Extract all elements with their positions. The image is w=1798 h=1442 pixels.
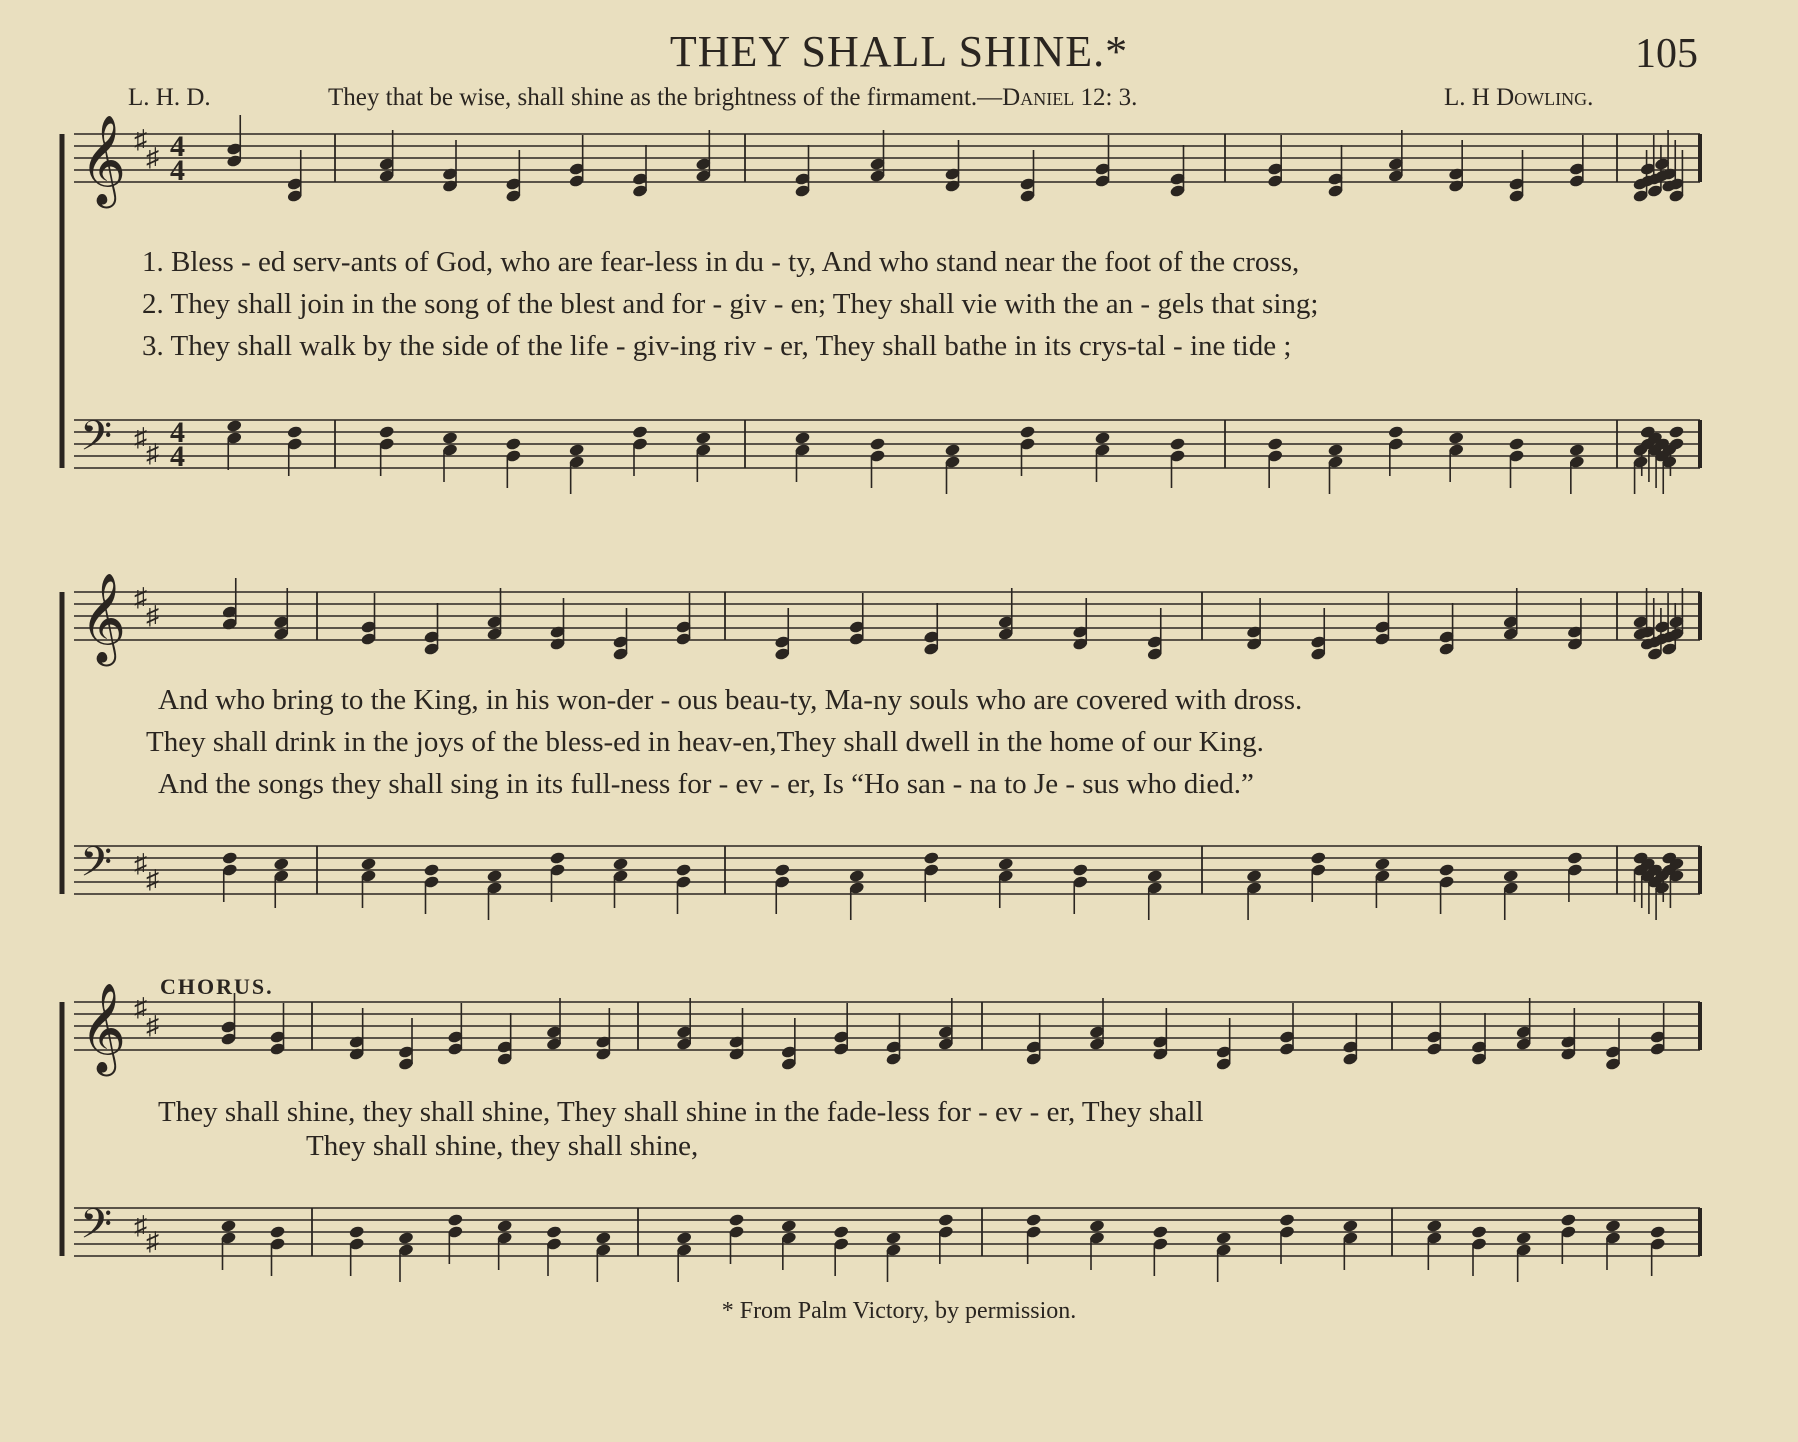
note-head xyxy=(496,1219,513,1233)
treble-clef-icon: 𝄞 xyxy=(80,983,127,1073)
note-head xyxy=(447,1213,464,1227)
sharp-icon: ♯ xyxy=(146,439,159,468)
verse-2-line-1 xyxy=(142,288,1690,321)
verse-3-line-1 xyxy=(142,330,1690,363)
note-head xyxy=(1267,437,1284,451)
note-head xyxy=(1438,863,1455,877)
note-head xyxy=(944,443,961,457)
bass-clef-icon: 𝄢 xyxy=(80,412,113,470)
sharp-icon: ♯ xyxy=(134,423,147,452)
treble-clef-icon: 𝄞 xyxy=(80,115,127,205)
note-head xyxy=(269,1225,286,1239)
note-head xyxy=(1089,1219,1106,1233)
note-head xyxy=(1152,1225,1169,1239)
note-head xyxy=(1310,851,1327,865)
sharp-icon: ♯ xyxy=(134,125,147,154)
sharp-icon: ♯ xyxy=(146,1011,159,1040)
note-head xyxy=(885,1231,902,1245)
note-head xyxy=(1388,425,1405,439)
time-signature-digit: 4 xyxy=(170,154,185,187)
sharp-icon: ♯ xyxy=(134,583,147,612)
note-head xyxy=(595,1231,612,1245)
note-head xyxy=(781,1219,798,1233)
note-head xyxy=(1649,1225,1666,1239)
lyric-text: 3. They shall walk by the side of the life - giv-ing riv - er, They shall bathe in its crys-tal - ine tide ; xyxy=(142,330,1292,362)
lyric-text: 1. Bless - ed serv-ants of God, who are fear-less in du - ty, And who stand near the foot of the cross, xyxy=(142,246,1300,278)
note-head xyxy=(1567,851,1584,865)
time-signature-digit: 4 xyxy=(170,440,185,473)
note-head xyxy=(221,851,238,865)
chorus-label: CHORUS. xyxy=(160,974,274,999)
note-head xyxy=(1072,863,1089,877)
note-head xyxy=(938,1213,955,1227)
sharp-icon: ♯ xyxy=(146,865,159,894)
verse-3-line-2 xyxy=(158,768,1688,801)
note-head xyxy=(695,431,712,445)
note-head xyxy=(1508,437,1525,451)
time-signature-digit: 4 xyxy=(170,416,185,449)
lyric-text: They shall shine, they shall shine, xyxy=(306,1130,699,1162)
note-head xyxy=(1246,869,1263,883)
lyric-text: And who bring to the King, in his won-der - ous beau-ty, Ma-ny souls who are covered with dross. xyxy=(158,684,1303,716)
verse-1-line-1 xyxy=(142,246,1690,279)
epigraph-reference: Daniel 12: 3. xyxy=(1002,84,1138,111)
note-head xyxy=(505,437,522,451)
note-head xyxy=(1025,1213,1042,1227)
note-head xyxy=(1342,1219,1359,1233)
note-head xyxy=(1560,1213,1577,1227)
footnote xyxy=(0,1298,1798,1325)
epigraph-text: They that be wise, shall shine as the brightness of the firmament.— xyxy=(328,84,1003,111)
chorus-line-2 xyxy=(306,1130,698,1163)
note-head xyxy=(1215,1231,1232,1245)
chorus-line-1 xyxy=(158,1096,1698,1129)
note-head xyxy=(1668,425,1685,439)
sharp-icon: ♯ xyxy=(146,1227,159,1256)
note-head xyxy=(1019,425,1036,439)
note-head xyxy=(612,857,629,871)
lyric-text: 2. They shall join in the song of the blest and for - giv - en; They shall vie with the an - gels that sing; xyxy=(142,288,1319,320)
note-head xyxy=(1146,869,1163,883)
verse-1-line-2 xyxy=(158,684,1688,717)
sharp-icon: ♯ xyxy=(134,1211,147,1240)
time-signature-digit: 4 xyxy=(170,130,185,163)
note-head xyxy=(923,851,940,865)
sharp-icon: ♯ xyxy=(134,993,147,1022)
note-head xyxy=(1515,1231,1532,1245)
note-head xyxy=(220,1219,237,1233)
note-head xyxy=(676,1231,693,1245)
bass-clef-icon: 𝄢 xyxy=(80,838,113,896)
note-head xyxy=(1094,431,1111,445)
note-head xyxy=(378,425,395,439)
note-head xyxy=(1471,1225,1488,1239)
note-head xyxy=(226,419,243,433)
treble-clef-icon: 𝄞 xyxy=(80,573,127,663)
note-head xyxy=(273,857,290,871)
note-head xyxy=(546,1225,563,1239)
song-title: THEY SHALL SHINE.* xyxy=(669,27,1129,76)
note-head xyxy=(286,425,303,439)
note-head xyxy=(774,863,791,877)
note-head xyxy=(848,869,865,883)
note-head xyxy=(728,1213,745,1227)
footnote-text: * From Palm Victory, by permission. xyxy=(721,1298,1077,1324)
sharp-icon: ♯ xyxy=(146,143,159,172)
note-head xyxy=(1327,443,1344,457)
note-head xyxy=(486,869,503,883)
note-head xyxy=(360,857,377,871)
bass-clef-icon: 𝄢 xyxy=(80,1200,113,1258)
lyricist-initials: L. H. D. xyxy=(128,84,211,111)
note-head xyxy=(442,431,459,445)
lyric-text: They shall shine, they shall shine, They shall shine in the fade-less for - ev - er, They shall xyxy=(158,1096,1204,1128)
note-head xyxy=(869,437,886,451)
note-head xyxy=(398,1231,415,1245)
sharp-icon: ♯ xyxy=(146,601,159,630)
note-head xyxy=(1569,443,1586,457)
note-head xyxy=(833,1225,850,1239)
note-head xyxy=(1502,869,1519,883)
note-head xyxy=(1448,431,1465,445)
note-head xyxy=(1426,1219,1443,1233)
note-head xyxy=(997,857,1014,871)
note-head xyxy=(675,863,692,877)
note-head xyxy=(549,851,566,865)
lyric-text: And the songs they shall sing in its full-ness for - ev - er, Is “Ho san - na to Je - sus who died.” xyxy=(158,768,1254,800)
note-head xyxy=(1169,437,1186,451)
page-number: 105 xyxy=(1635,31,1698,77)
note-head xyxy=(1374,857,1391,871)
note-head xyxy=(423,863,440,877)
verse-2-line-2 xyxy=(146,726,1686,759)
composer-credit: L. H Dowling. xyxy=(1444,84,1594,111)
note-head xyxy=(632,425,649,439)
note-head xyxy=(794,431,811,445)
note-head xyxy=(1605,1219,1622,1233)
sharp-icon: ♯ xyxy=(134,849,147,878)
note-head xyxy=(1279,1213,1296,1227)
lyric-text: They shall drink in the joys of the bless-ed in heav-en,They shall dwell in the home of our King. xyxy=(146,726,1264,758)
note-head xyxy=(568,443,585,457)
note-head xyxy=(348,1225,365,1239)
